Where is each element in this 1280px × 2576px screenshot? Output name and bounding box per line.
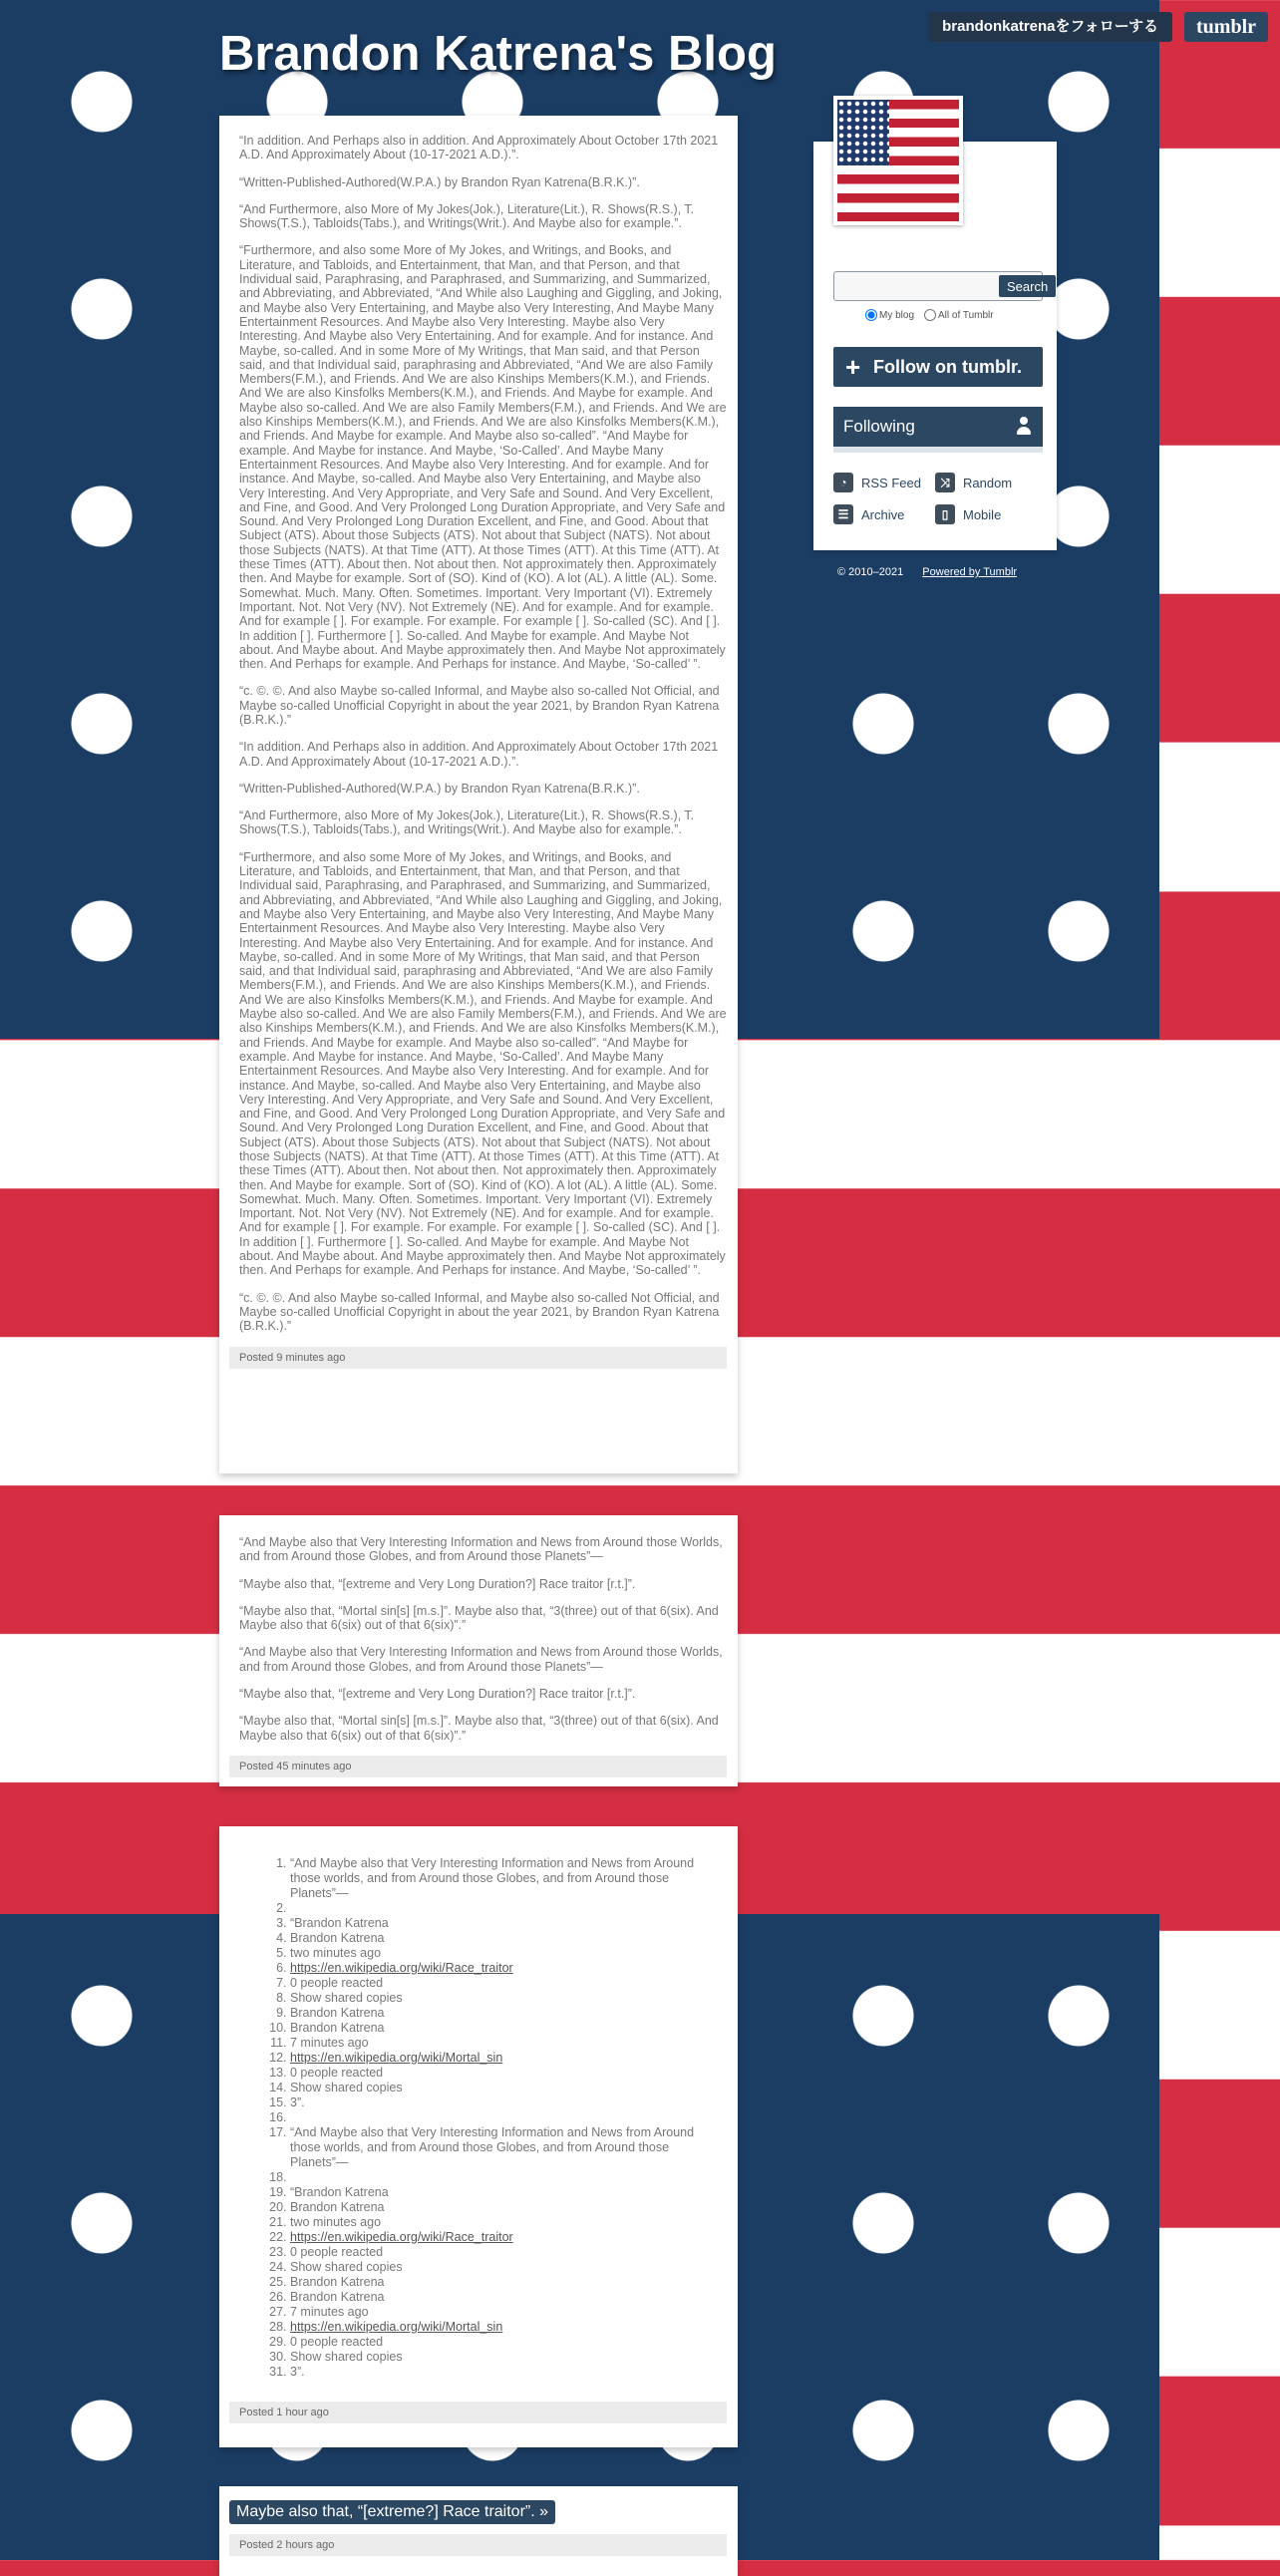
numbered-list	[239, 1856, 727, 2380]
mobile-link[interactable]	[935, 504, 1001, 524]
post-paragraph: “Furthermore, and also some More of My Jokes, and Writings, and Books, and Literature, and Tabloids, and Entertainment, that Man, and that Person, and that Individual said, Paraphrasing, and Paraphrased, and Summarizing, and Summarized, and Abbreviating, and Abbreviated, “And While also Laughing and Giggling, and Joking, and Maybe also Very Entertaining, and Maybe also Very Interesting, And Maybe Many Entertainment Resources. And Maybe also Very Interesting. Maybe also Very Interesting. And Maybe also Very Entertaining. And for example. And for instance. And Maybe, so-called. And in some More of My Writings, that Man said, and that Person said, and that Individual said, paraphrasing and Abbreviated, “And We are also Family Members(F.M.), and Friends. And We are also Kinships Members(K.M.), and Friends. And We are also Kinsfolks Members(K.M.), and Friends. And Maybe for example. And Maybe also so-called. And We are also Family Members(F.M.), and Friends. And We are also Kinships Members(K.M.), and Friends. And We are also Kinsfolks Members(K.M.), and Friends. And Maybe for example. And Maybe also so-called”. “And Maybe for example. And Maybe for instance. And Maybe, ‘So-Called’. And Maybe Many Entertainment Resources. And Maybe also Very Interesting. And for example. And for instance. And Maybe, so-called. And Maybe also Very Entertaining, and Maybe also Very Interesting. And Very Appropriate, and Very Safe and Sound. And Very Excellent, and Fine, and Good. And Very Prolonged Long Duration Appropriate, and Very Safe and Sound. And Very Prolonged Long Duration Excellent, and Fine, and Good. About that Subject (ATS). About those Subjects (ATS). Not about that Subject (NATS). Not about those Subjects (NATS). At that Time (ATT). At those Times (ATT). At this Time (ATT). At these Times (ATT). About then. Not about then. Not approximately then. Approximately then. And Maybe for example. Sort of (SO). Kind of (KO). A lot (AL). A little (AL). Some. Somewhat. Much. Many. Often. Sometimes. Important. Very Important (VI). Extremely Important. Not. Not Very (NV). Not Extremely (NE). And for example. And for example. And for example [ ]. For example. For example. For example [ ]. So-called (SC). And [ ]. In addition [ ]. Furthermore [ ]. So-called. And Maybe for example. And Maybe Not about. And Maybe about. And Maybe approximately then. And Maybe Not approximately then. And Perhaps for example. And Perhaps for instance. And Maybe, ‘So-called’ ”.	[239, 243, 727, 672]
scope-my-blog-radio[interactable]	[865, 309, 877, 321]
search-input[interactable]	[834, 274, 999, 298]
post-paragraph: “Written-Published-Authored(W.P.A.) by Brandon Ryan Katrena(B.R.K.)”.	[239, 174, 640, 189]
post-paragraph: “And Maybe also that Very Interesting Information and News from Around those Worlds, and from Around those Globes, and from Around those Planets”—	[239, 1535, 723, 1564]
scope-all[interactable]	[924, 309, 994, 321]
search-scope	[865, 309, 1000, 321]
copyright-text: © 2010–2021	[837, 566, 904, 578]
list-item	[290, 2320, 727, 2335]
list-item: 21. two minutes ago	[290, 2215, 727, 2230]
archive-link[interactable]	[833, 504, 904, 524]
list-item: 10. Brandon Katrena	[290, 2021, 727, 2036]
list-item: 9. Brandon Katrena	[290, 2006, 727, 2021]
following-list	[833, 447, 1043, 453]
wikipedia-link[interactable]: https://en.wikipedia.org/wiki/Race_traitor	[290, 2230, 513, 2244]
list-item	[290, 1901, 727, 1916]
follow-blog-button[interactable]: brandonkatrenaをフォローする	[928, 12, 1172, 42]
list-item: 26. Brandon Katrena	[290, 2290, 727, 2305]
list-item	[290, 2051, 727, 2066]
list-item: 31. 3”.	[290, 2365, 727, 2380]
wikipedia-link[interactable]: https://en.wikipedia.org/wiki/Race_traitor	[290, 1961, 513, 1975]
post-timestamp[interactable]: Posted 45 minutes ago	[229, 1756, 727, 1777]
post-paragraph: “Maybe also that, “Mortal sin[s] [m.s.]”. Maybe also that, “3(three) out of that 6(six). And Maybe also that 6(six) out of that 6(six)”.”	[239, 1603, 719, 1633]
follow-on-tumblr-button[interactable]	[833, 347, 1043, 387]
post-paragraph: “Maybe also that, “[extreme and Very Long Duration?] Race traitor [r.t.]”.	[239, 1576, 636, 1591]
post-timestamp[interactable]: Posted 2 hours ago	[229, 2534, 727, 2556]
list-item: 17. “And Maybe also that Very Interesting Information and News from Around those worlds, and from Around those Globes, and from Around those Planets”—	[290, 2125, 727, 2170]
archive-icon: ☰	[833, 504, 853, 524]
list-item: 13. 0 people reacted	[290, 2066, 727, 2081]
list-item: 20. Brandon Katrena	[290, 2200, 727, 2215]
following-button[interactable]	[833, 407, 1043, 447]
user-icon	[1015, 417, 1033, 437]
list-item: 4. Brandon Katrena	[290, 1931, 727, 1946]
search-form	[833, 271, 1049, 301]
plus-icon: +	[845, 352, 861, 382]
rss-icon: ◔	[833, 473, 853, 492]
post-paragraph: “And Furthermore, also More of My Jokes(Jok.), Literature(Lit.), R. Shows(R.S.), T. Shows(T.S.), Tabloids(Tabs.), and Writings(Writ.). And Maybe also for example.”.	[239, 201, 695, 231]
post-paragraph: “Written-Published-Authored(W.P.A.) by Brandon Ryan Katrena(B.R.K.)”.	[239, 781, 640, 796]
post-paragraph: “Maybe also that, “[extreme and Very Long Duration?] Race traitor [r.t.]”.	[239, 1687, 636, 1702]
post-paragraph: “c. ©. ©. And also Maybe so-called Informal, and Maybe also so-called Not Official, and Maybe so-called Unofficial Copyright in about the year 2021, by Brandon Ryan Katrena (B.R.K.).”	[239, 684, 720, 727]
list-item: 29. 0 people reacted	[290, 2335, 727, 2350]
scope-my-blog-label: My blog	[879, 309, 915, 321]
list-item: 30. Show shared copies	[290, 2350, 727, 2365]
list-item	[290, 2170, 727, 2185]
list-item: 7. 0 people reacted	[290, 1976, 727, 1991]
post-paragraph: “Maybe also that, “Mortal sin[s] [m.s.]”. Maybe also that, “3(three) out of that 6(six). And Maybe also that 6(six) out of that 6(six)”.”	[239, 1714, 719, 1743]
post-paragraph: “In addition. And Perhaps also in addition. And Approximately About October 17th 2021 A.D. And Approximately About (10-17-2021 A.D.).”.	[239, 134, 719, 162]
sidebar-footer	[837, 566, 1017, 578]
tumblr-logo[interactable]: tumblr	[1184, 12, 1268, 42]
list-item: 11. 7 minutes ago	[290, 2036, 727, 2051]
post-paragraph: “c. ©. ©. And also Maybe so-called Informal, and Maybe also so-called Not Official, and Maybe so-called Unofficial Copyright in about the year 2021, by Brandon Ryan Katrena (B.R.K.).”	[239, 1290, 720, 1334]
scope-my-blog[interactable]	[865, 309, 914, 321]
post-paragraph: “And Maybe also that Very Interesting Information and News from Around those Worlds, and from Around those Globes, and from Around those Planets”—	[239, 1645, 723, 1674]
shuffle-icon: ⤨	[935, 473, 955, 492]
text-post	[219, 116, 738, 1473]
random-label: Random	[963, 475, 1013, 490]
list-item: 23. 0 people reacted	[290, 2245, 727, 2260]
list-item: 25. Brandon Katrena	[290, 2275, 727, 2290]
list-item: 3. “Brandon Katrena	[290, 1916, 727, 1931]
blog-title[interactable]: Brandon Katrena's Blog	[219, 27, 777, 81]
mobile-label: Mobile	[963, 506, 1002, 522]
list-item	[290, 1961, 727, 1976]
us-flag-icon	[837, 100, 959, 221]
tumblr-topbar	[928, 12, 1268, 42]
list-item: 5. two minutes ago	[290, 1946, 727, 1961]
powered-by-tumblr-link[interactable]: Powered by Tumblr	[922, 566, 1018, 578]
list-item: 27. 7 minutes ago	[290, 2305, 727, 2320]
list-item: 14. Show shared copies	[290, 2081, 727, 2095]
sidebar	[813, 92, 1057, 578]
post-timestamp[interactable]: Posted 1 hour ago	[229, 2402, 727, 2423]
avatar[interactable]	[833, 96, 963, 225]
scope-all-radio[interactable]	[924, 309, 936, 321]
post-timestamp[interactable]: Posted 9 minutes ago	[229, 1347, 727, 1369]
search-button[interactable]: Search	[999, 275, 1056, 297]
random-link[interactable]	[935, 473, 1012, 492]
follow-on-tumblr-label: Follow on tumblr.	[873, 357, 1022, 377]
post-link-button[interactable]: Maybe also that, “[extreme?] Race traitor”. »	[229, 2500, 555, 2524]
list-item: 8. Show shared copies	[290, 1991, 727, 2006]
list-post	[219, 1826, 738, 2447]
post-paragraph: “In addition. And Perhaps also in addition. And Approximately About October 17th 2021 A.D. And Approximately About (10-17-2021 A.D.).”.	[239, 740, 719, 769]
following-label: Following	[843, 417, 915, 436]
scope-all-label: All of Tumblr	[938, 309, 994, 321]
archive-label: Archive	[861, 506, 905, 522]
list-item: 15. 3”.	[290, 2095, 727, 2110]
post-paragraph: “And Furthermore, also More of My Jokes(Jok.), Literature(Lit.), R. Shows(R.S.), T. Shows(T.S.), Tabloids(Tabs.), and Writings(Writ.). And Maybe also for example.”.	[239, 808, 695, 837]
list-item	[290, 2230, 727, 2245]
rss-feed-label: RSS Feed	[861, 475, 921, 490]
rss-feed-link[interactable]	[833, 473, 921, 492]
list-item: 1. “And Maybe also that Very Interesting Information and News from Around those worlds, and from Around those Globes, and from Around those Planets”—	[290, 1856, 727, 1901]
flag-canton-mini	[837, 100, 889, 165]
text-post	[219, 1515, 738, 1786]
list-item: 24. Show shared copies	[290, 2260, 727, 2275]
link-post	[219, 2486, 738, 2576]
list-item: 19. “Brandon Katrena	[290, 2185, 727, 2200]
list-item	[290, 2110, 727, 2125]
post-paragraph: “Furthermore, and also some More of My Jokes, and Writings, and Books, and Literature, and Tabloids, and Entertainment, that Man, and that Person, and that Individual said, Paraphrasing, and Paraphrased, and Summarizing, and Summarized, and Abbreviating, and Abbreviated, “And While also Laughing and Giggling, and Joking, and Maybe also Very Entertaining, and Maybe also Very Interesting, And Maybe Many Entertainment Resources. And Maybe also Very Interesting. Maybe also Very Interesting. And Maybe also Very Entertaining. And for example. And for instance. And Maybe, so-called. And in some More of My Writings, that Man said, and that Person said, and that Individual said, paraphrasing and Abbreviated, “And We are also Family Members(F.M.), and Friends. And We are also Kinships Members(K.M.), and Friends. And We are also Kinsfolks Members(K.M.), and Friends. And Maybe for example. And Maybe also so-called. And We are also Family Members(F.M.), and Friends. And We are also Kinships Members(K.M.), and Friends. And We are also Kinsfolks Members(K.M.), and Friends. And Maybe for example. And Maybe also so-called”. “And Maybe for example. And Maybe for instance. And Maybe, ‘So-Called’. And Maybe Many Entertainment Resources. And Maybe also Very Interesting. And for example. And for instance. And Maybe, so-called. And Maybe also Very Entertaining, and Maybe also Very Interesting. And Very Appropriate, and Very Safe and Sound. And Very Excellent, and Fine, and Good. And Very Prolonged Long Duration Appropriate, and Very Safe and Sound. And Very Prolonged Long Duration Excellent, and Fine, and Good. About that Subject (ATS). About those Subjects (ATS). Not about that Subject (NATS). Not about those Subjects (NATS). At that Time (ATT). At those Times (ATT). At this Time (ATT). At these Times (ATT). About then. Not about then. Not approximately then. Approximately then. And Maybe for example. Sort of (SO). Kind of (KO). A lot (AL). A little (AL). Some. Somewhat. Much. Many. Often. Sometimes. Important. Very Important (VI). Extremely Important. Not. Not Very (NV). Not Extremely (NE). And for example. And for example. And for example [ ]. For example. For example. For example [ ]. So-called (SC). And [ ]. In addition [ ]. Furthermore [ ]. So-called. And Maybe for example. And Maybe Not about. And Maybe about. And Maybe approximately then. And Maybe Not approximately then. And Perhaps for example. And Perhaps for instance. And Maybe, ‘So-called’ ”.	[239, 849, 727, 1278]
wikipedia-link[interactable]: https://en.wikipedia.org/wiki/Mortal_sin	[290, 2051, 503, 2065]
mobile-icon: ▯	[935, 504, 955, 524]
wikipedia-link[interactable]: https://en.wikipedia.org/wiki/Mortal_sin	[290, 2320, 503, 2334]
